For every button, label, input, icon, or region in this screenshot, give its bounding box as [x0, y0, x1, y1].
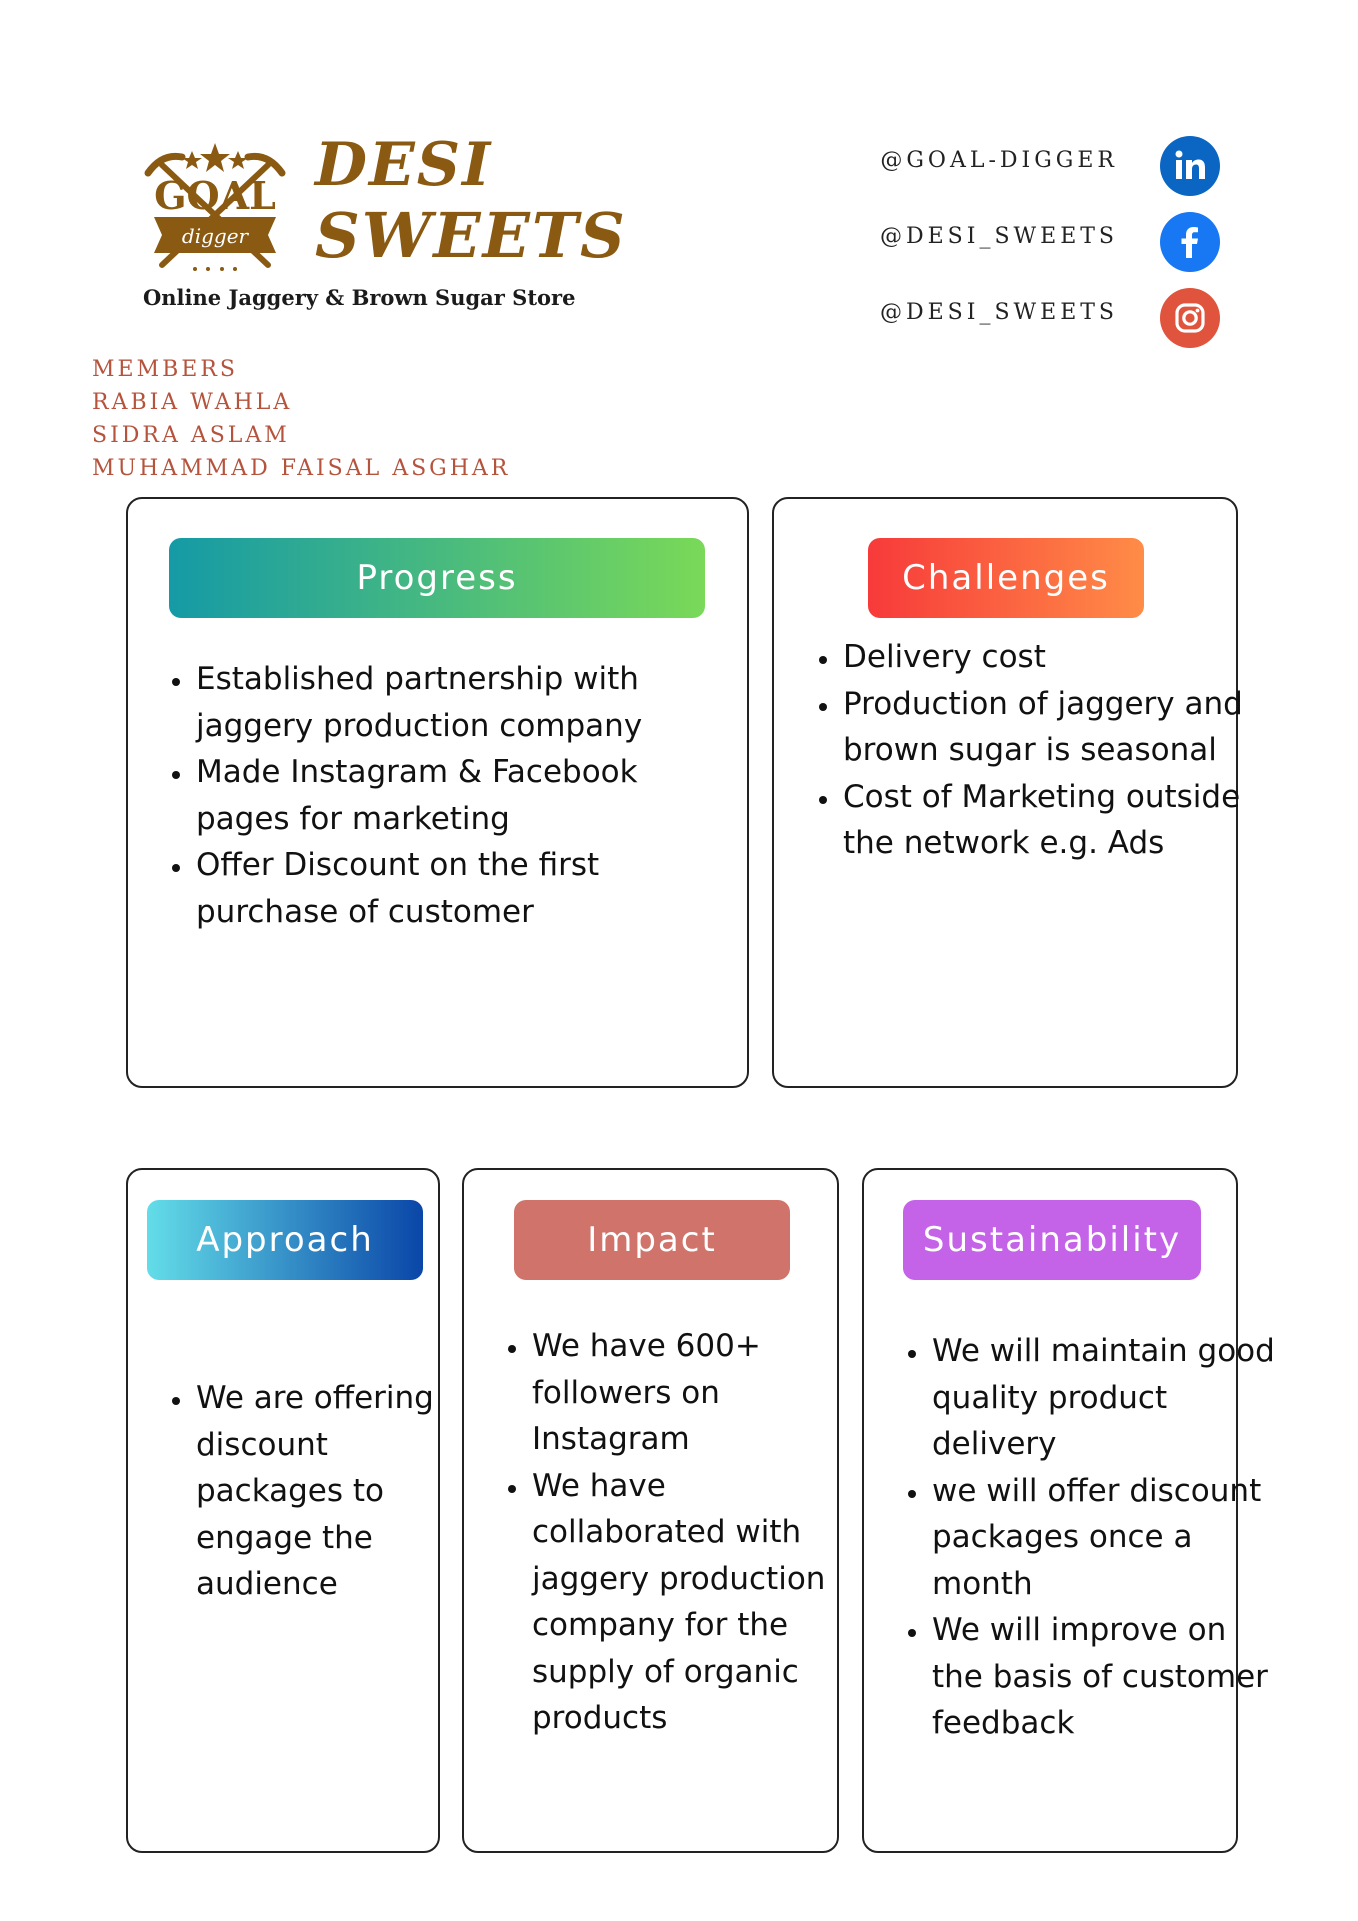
list-item: • We are offering discount packages to engage the audience	[194, 1375, 449, 1608]
progress-title: Progress	[169, 538, 705, 618]
impact-title: Impact	[514, 1200, 790, 1280]
member-name: MUHAMMAD FAISAL ASGHAR	[92, 456, 511, 481]
svg-text:GOAL: GOAL	[154, 173, 276, 218]
sustainability-list	[892, 1328, 1275, 1747]
social-handle-linkedin[interactable]: @GOAL-DIGGER	[880, 148, 1118, 173]
brand-name-line1: DESI	[315, 130, 493, 200]
instagram-icon[interactable]	[1160, 288, 1220, 348]
list-item: • Established partnership with jaggery production company	[194, 656, 734, 749]
list-item: • We will maintain good quality product delivery	[930, 1328, 1275, 1468]
social-handle-instagram[interactable]: @DESI_SWEETS	[879, 300, 1118, 325]
challenges-title: Challenges	[868, 538, 1144, 618]
list-item: • We will improve on the basis of customer feedback	[930, 1607, 1275, 1747]
impact-list	[492, 1323, 860, 1742]
brand-name-line2: SWEETS	[315, 199, 627, 272]
list-item: • We have 600+ followers on Instagram	[530, 1323, 860, 1463]
tagline: Online Jaggery & Brown Sugar Store	[143, 285, 576, 310]
sustainability-title: Sustainability	[903, 1200, 1201, 1280]
approach-title: Approach	[147, 1200, 423, 1280]
progress-list	[156, 656, 734, 935]
approach-list	[156, 1375, 449, 1608]
progress-card	[126, 497, 749, 1088]
challenges-card	[772, 497, 1243, 1088]
challenges-list	[803, 634, 1251, 867]
sustainability-card	[862, 1168, 1275, 1853]
approach-card	[126, 1168, 440, 1853]
linkedin-icon[interactable]	[1160, 136, 1220, 196]
social-handle-facebook[interactable]: @DESI_SWEETS	[879, 224, 1118, 249]
member-name: RABIA WAHLA	[92, 390, 293, 415]
facebook-icon[interactable]	[1160, 212, 1220, 272]
list-item: • Offer Discount on the first purchase of customer	[194, 842, 734, 935]
logo	[140, 135, 290, 285]
list-item: • Made Instagram & Facebook pages for marketing	[194, 749, 734, 842]
impact-card	[462, 1168, 839, 1853]
goal-digger-emblem-icon	[140, 135, 290, 285]
svg-text:digger: digger	[181, 224, 249, 248]
list-item: • We have collaborated with jaggery production company for the supply of organic products	[530, 1463, 860, 1742]
list-item: • Delivery cost	[841, 634, 1251, 681]
list-item: • Production of jaggery and brown sugar is seasonal	[841, 681, 1251, 774]
list-item: • we will offer discount packages once a month	[930, 1468, 1275, 1608]
member-name: SIDRA ASLAM	[92, 423, 290, 448]
members-heading: MEMBERS	[92, 357, 238, 382]
list-item: • Cost of Marketing outside the network e.g. Ads	[841, 774, 1251, 867]
